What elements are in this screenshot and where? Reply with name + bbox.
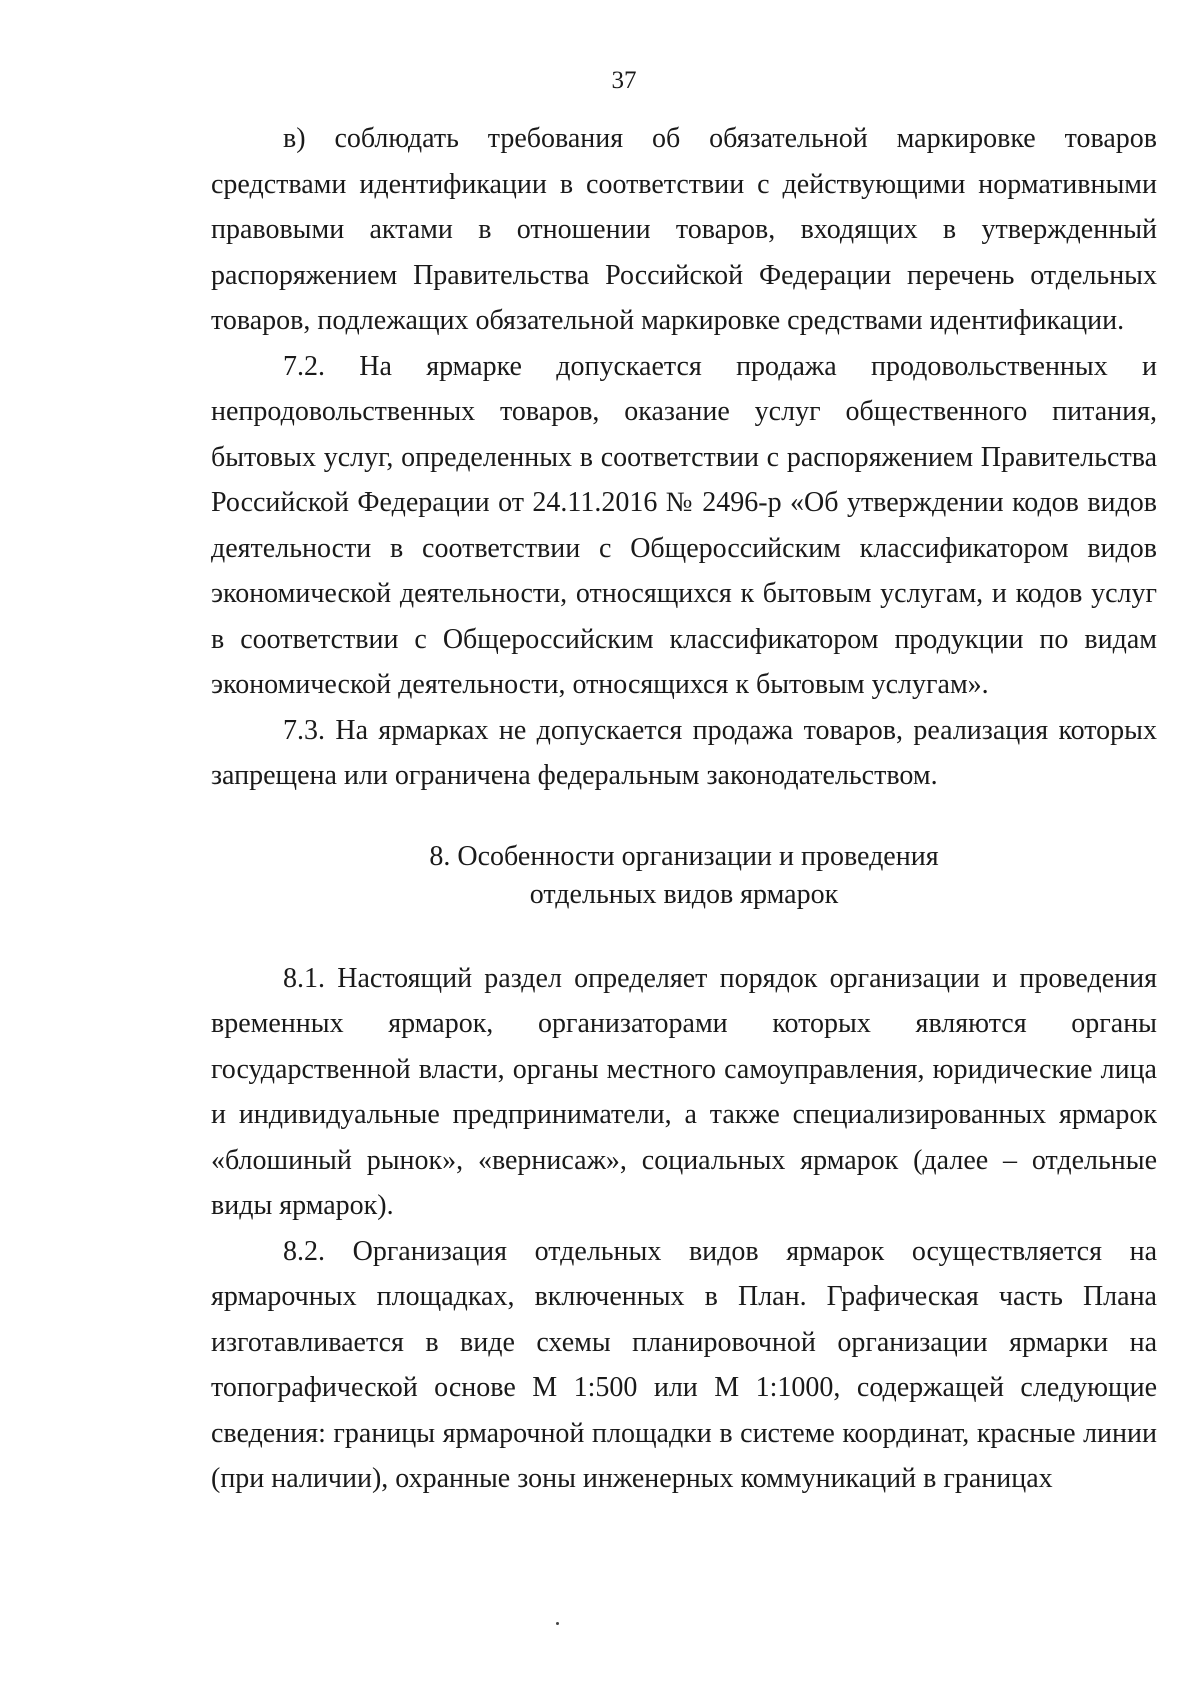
section-heading: [211, 838, 1157, 914]
spacer: [211, 914, 1157, 956]
paragraph-7-2: 7.2. На ярмарке допускается продажа продовольственных и непродовольственных товаров, оказание услуг общественного питания, бытовых услуг, определенных в соответствии с распоряжением Правительства Российской Федерации от 24.11.2016 № 2496-р «Об утверждении кодов видов деятельности в соответствии с Общероссийским классификатором видов экономической деятельности, относящихся к бытовым услугам, и кодов услуг в соответствии с Общероссийским классификатором продукции по видам экономической деятельности, относящихся к бытовым услугам».: [211, 350, 1157, 700]
paragraph-8-2: 8.2. Организация отдельных видов ярмарок осуществляется на ярмарочных площадках, включенных в План. Графическая часть Плана изготавливается в виде схемы планировочной организации ярмарки на топографической основе М 1:500 или М 1:1000, содержащей следующие сведения: границы ярмарочной площадки в системе координат, красные линии (при наличии), охранные зоны инженерных коммуникаций в границах: [211, 1235, 1157, 1494]
paragraph-8-1: 8.1. Настоящий раздел определяет порядок организации и проведения временных ярмарок, организаторами которых являются органы государственной власти, органы местного самоуправления, юридические лица и индивидуальные предприниматели, а также специализированных ярмарок «блошиный рынок», «вернисаж», социальных ярмарок (далее – отдельные виды ярмарок).: [211, 962, 1157, 1221]
section-heading-line-1: 8. Особенности организации и проведения: [429, 840, 939, 872]
paragraph-7-3: 7.3. На ярмарках не допускается продажа товаров, реализация которых запрещена или ограничена федеральным законодательством.: [211, 714, 1157, 791]
page-number: 37: [611, 67, 637, 94]
scan-speck: [556, 1622, 559, 1625]
paragraph-7-1-c: в) соблюдать требования об обязательной маркировке товаров средствами идентификации в соответствии с действующими нормативными правовыми актами в отношении товаров, входящих в утвержденный распоряжением Правительства Российской Федерации перечень отдельных товаров, подлежащих обязательной маркировке средствами идентификации.: [211, 123, 1157, 336]
section-heading-line-2: отдельных видов ярмарок: [529, 878, 839, 910]
spacer: [211, 799, 1157, 838]
document-body: [211, 116, 1157, 1502]
